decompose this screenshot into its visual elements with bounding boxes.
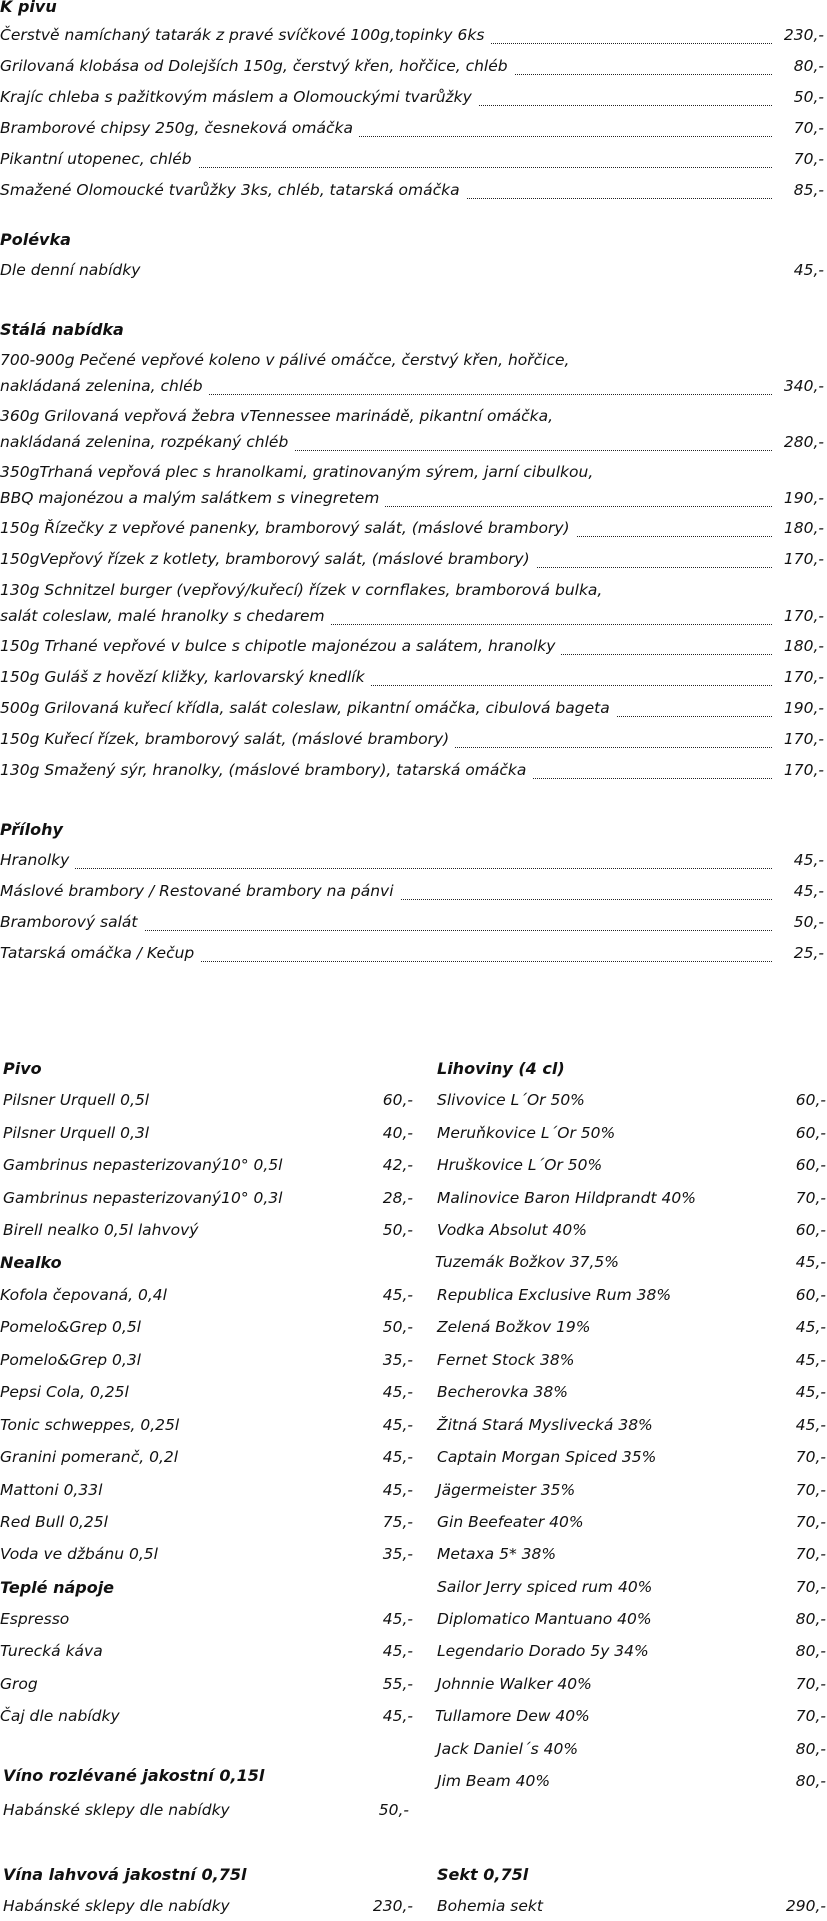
section-title-k-pivu: K pivu bbox=[0, 0, 57, 16]
drink-item: Voda ve džbánu 0,5l 35,- bbox=[0, 1545, 413, 1563]
menu-item: 150g Kuřecí řízek, bramborový salát, (máslové brambory) 170,- bbox=[0, 730, 824, 748]
drink-item: Grog 55,- bbox=[0, 1675, 413, 1693]
drink-item: Pepsi Cola, 0,25l 45,- bbox=[0, 1383, 413, 1401]
section-title-prilohy: Přílohy bbox=[0, 820, 63, 839]
drink-item: Meruňkovice L´Or 50% 60,- bbox=[437, 1124, 826, 1142]
menu-item: 130g Smažený sýr, hranolky, (máslové brambory), tatarská omáčka 170,- bbox=[0, 761, 824, 779]
drink-item: Malinovice Baron Hildprandt 40% 70,- bbox=[437, 1189, 826, 1207]
menu-item: 500g Grilovaná kuřecí křídla, salát coleslaw, pikantní omáčka, cibulová bageta 190,- bbox=[0, 699, 824, 717]
drink-item: Zelená Božkov 19% 45,- bbox=[437, 1318, 826, 1336]
menu-item: Bramborové chipsy 250g, česneková omáčka 70,- bbox=[0, 119, 824, 137]
menu-item: 700-900g Pečené vepřové koleno v pálivé omáčce, čerstvý křen, hořčice, nakládaná zelenina, chléb 340,- bbox=[0, 351, 824, 395]
drink-item: Tonic schweppes, 0,25l 45,- bbox=[0, 1416, 413, 1434]
drink-item: Habánské sklepy dle nabídky 230,- bbox=[3, 1897, 413, 1915]
menu-item: 150g Řízečky z vepřové panenky, bramborový salát, (máslové brambory) 180,- bbox=[0, 519, 824, 537]
drink-item: Čaj dle nabídky 45,- bbox=[0, 1707, 413, 1725]
menu-item: Dle denní nabídky 45,- bbox=[0, 261, 824, 279]
section-title-vina-lahvova: Vína lahvová jakostní 0,75l bbox=[3, 1865, 247, 1884]
drink-item: Slivovice L´Or 50% 60,- bbox=[437, 1091, 826, 1109]
drink-item: Legendario Dorado 5y 34% 80,- bbox=[437, 1642, 826, 1660]
menu-item: Smažené Olomoucké tvarůžky 3ks, chléb, tatarská omáčka 85,- bbox=[0, 181, 824, 199]
menu-item: Hranolky 45,- bbox=[0, 851, 824, 869]
drink-item: Tuzemák Božkov 37,5% 45,- bbox=[435, 1253, 826, 1271]
drink-item: Žitná Stará Myslivecká 38% 45,- bbox=[437, 1416, 826, 1434]
drink-item: Jägermeister 35% 70,- bbox=[437, 1481, 826, 1499]
drink-item: Gambrinus nepasterizovaný10° 0,5l 42,- bbox=[3, 1156, 413, 1174]
drink-item: Fernet Stock 38% 45,- bbox=[437, 1351, 826, 1369]
drink-item: Birell nealko 0,5l lahvový 50,- bbox=[3, 1221, 413, 1239]
drink-item: Pomelo&Grep 0,3l 35,- bbox=[0, 1351, 413, 1369]
menu-item: Čerstvě namíchaný tatarák z pravé svíčkové 100g,topinky 6ks 230,- bbox=[0, 26, 824, 44]
drink-item: Granini pomeranč, 0,2l 45,- bbox=[0, 1448, 413, 1466]
section-title-vino-rozlevane: Víno rozlévané jakostní 0,15l bbox=[3, 1766, 265, 1785]
menu-item: Máslové brambory / Restované brambory na pánvi 45,- bbox=[0, 882, 824, 900]
drink-item: Bohemia sekt 290,- bbox=[437, 1897, 826, 1915]
menu-item: 350gTrhaná vepřová plec s hranolkami, gratinovaným sýrem, jarní cibulkou, BBQ majonézou a malým salátkem s vinegretem 190,- bbox=[0, 463, 824, 507]
drink-item: Espresso 45,- bbox=[0, 1610, 413, 1628]
menu-item: Grilovaná klobása od Dolejších 150g, čerstvý křen, hořčice, chléb 80,- bbox=[0, 57, 824, 75]
drink-item: Sailor Jerry spiced rum 40% 70,- bbox=[437, 1578, 826, 1596]
drink-item: Republica Exclusive Rum 38% 60,- bbox=[437, 1286, 826, 1304]
section-title-sekt: Sekt 0,75l bbox=[437, 1865, 529, 1884]
drink-item: Diplomatico Mantuano 40% 80,- bbox=[437, 1610, 826, 1628]
drink-item: Pilsner Urquell 0,3l 40,- bbox=[3, 1124, 413, 1142]
section-title-lihoviny: Lihoviny (4 cl) bbox=[437, 1059, 565, 1078]
section-title-pivo: Pivo bbox=[3, 1059, 42, 1078]
drink-item: Jack Daniel´s 40% 80,- bbox=[437, 1740, 826, 1758]
menu-item: 360g Grilovaná vepřová žebra vTennessee marinádě, pikantní omáčka, nakládaná zelenina, rozpékaný chléb 280,- bbox=[0, 407, 824, 451]
drink-item: Metaxa 5* 38% 70,- bbox=[437, 1545, 826, 1563]
drink-item: Jim Beam 40% 80,- bbox=[437, 1772, 826, 1790]
menu-item: Tatarská omáčka / Kečup 25,- bbox=[0, 944, 824, 962]
menu-item: Pikantní utopenec, chléb 70,- bbox=[0, 150, 824, 168]
menu-item: 150g Trhané vepřové v bulce s chipotle majonézou a salátem, hranolky 180,- bbox=[0, 637, 824, 655]
drink-item: Mattoni 0,33l 45,- bbox=[0, 1481, 413, 1499]
drink-item: Turecká káva 45,- bbox=[0, 1642, 413, 1660]
drink-item: Johnnie Walker 40% 70,- bbox=[437, 1675, 826, 1693]
dot-leader bbox=[0, 868, 772, 869]
drink-item: Hruškovice L´Or 50% 60,- bbox=[437, 1156, 826, 1174]
drink-item: Pilsner Urquell 0,5l 60,- bbox=[3, 1091, 413, 1109]
drink-item: Pomelo&Grep 0,5l 50,- bbox=[0, 1318, 413, 1336]
menu-item: Bramborový salát 50,- bbox=[0, 913, 824, 931]
section-title-nealko: Nealko bbox=[0, 1253, 62, 1272]
menu-item: 150gVepřový řízek z kotlety, bramborový salát, (máslové brambory) 170,- bbox=[0, 550, 824, 568]
menu-item: 130g Schnitzel burger (vepřový/kuřecí) řízek v cornflakes, bramborová bulka, salát coleslaw, malé hranolky s chedarem 170,- bbox=[0, 581, 824, 625]
drink-item: Habánské sklepy dle nabídky 50,- bbox=[3, 1801, 409, 1819]
drink-item: Captain Morgan Spiced 35% 70,- bbox=[437, 1448, 826, 1466]
drink-item: Becherovka 38% 45,- bbox=[437, 1383, 826, 1401]
drink-item: Red Bull 0,25l 75,- bbox=[0, 1513, 413, 1531]
drink-item: Tullamore Dew 40% 70,- bbox=[435, 1707, 826, 1725]
drink-item: Gin Beefeater 40% 70,- bbox=[437, 1513, 826, 1531]
drink-item: Vodka Absolut 40% 60,- bbox=[437, 1221, 826, 1239]
drink-item: Gambrinus nepasterizovaný10° 0,3l 28,- bbox=[3, 1189, 413, 1207]
menu-item: 150g Guláš z hovězí kližky, karlovarský knedlík 170,- bbox=[0, 668, 824, 686]
menu-item: Krajíc chleba s pažitkovým máslem a Olomouckými tvarůžky 50,- bbox=[0, 88, 824, 106]
section-title-stala-nabidka: Stálá nabídka bbox=[0, 320, 124, 339]
section-title-teple-napoje: Teplé nápoje bbox=[0, 1578, 115, 1597]
section-title-polevka: Polévka bbox=[0, 230, 71, 249]
drink-item: Kofola čepovaná, 0,4l 45,- bbox=[0, 1286, 413, 1304]
